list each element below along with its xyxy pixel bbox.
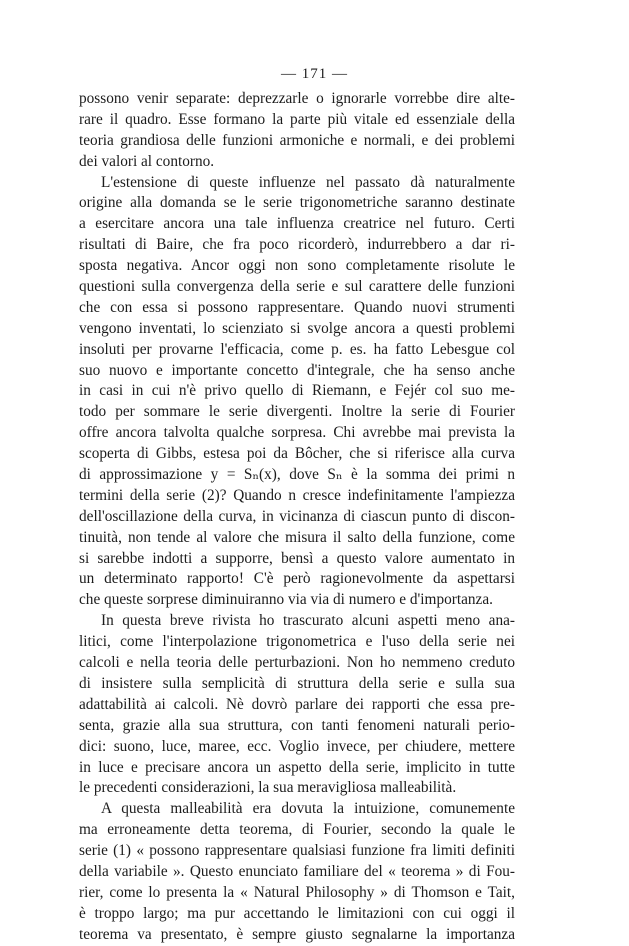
- text-line: termini della serie (2)? Quando n cresce indefinitamente l'ampiezza: [79, 486, 515, 504]
- text-line: suo nuovo e importante concetto d'integrale, che ha senso anche: [79, 361, 515, 379]
- text-line: dei valori al contorno.: [79, 152, 215, 170]
- text-line: che con essa si possono rappresentare. Quando nuovi strumenti: [79, 298, 515, 316]
- text-line: possono venir separate: deprezzarle o ignorarle vorrebbe dire alte-: [79, 90, 515, 107]
- text-line: che queste sorprese diminuiranno via via di numero e d'importanza.: [79, 591, 493, 609]
- text-line: origine alla domanda se le serie trigonometriche saranno destinate: [79, 194, 515, 212]
- text-line: tinuità, non tende al valore che misura il salto della funzione, come: [79, 528, 515, 546]
- text-line: litici, come l'interpolazione trigonometrica e l'uso della serie nei: [79, 633, 515, 651]
- text-line: teoria grandiosa delle funzioni armoniche e normali, e dei problemi: [79, 131, 515, 149]
- text-line: dici: suono, luce, maree, ecc. Voglio invece, per chiudere, mettere: [79, 737, 515, 755]
- text-line: rier, come lo presenta la « Natural Philosophy » di Thomson e Tait,: [79, 883, 515, 901]
- text-line: L'estensione di queste influenze nel passato dà naturalmente: [101, 173, 515, 191]
- page-number: — 171 —: [281, 66, 348, 82]
- text-line: serie (1) « possono rappresentare qualsiasi funzione fra limiti definiti: [79, 842, 515, 860]
- text-line: scoperta di Gibbs, estesa poi da Bôcher, che si riferisce alla curva: [79, 445, 515, 463]
- text-line: In questa breve rivista ho trascurato alcuni aspetti meno ana-: [101, 612, 515, 630]
- text-line: calcoli e nella teoria delle perturbazioni. Non ho nemmeno creduto: [79, 654, 515, 672]
- text-line: di insistere sulla semplicità di struttura della serie e sulla sua: [79, 674, 515, 692]
- text-line: a esercitare ancora una tale influenza creatrice nel futuro. Certi: [79, 215, 515, 233]
- text-line: rare il quadro. Esse formano la parte più vitale ed essenziale della: [79, 110, 515, 128]
- text-line: vengono inventati, lo scienziato si svolge ancora a questi problemi: [79, 319, 515, 337]
- text-line: è troppo largo; ma pur accettando le limitazioni con cui oggi il: [79, 904, 515, 922]
- text-line: le precedenti considerazioni, la sua meravigliosa malleabilità.: [79, 779, 457, 797]
- text-line: in luce e precisare ancora un aspetto della serie, implicito in tutte: [79, 758, 515, 776]
- text-line: todo per sommare le serie divergenti. Inoltre la serie di Fourier: [79, 403, 515, 421]
- text-line: dell'oscillazione della curva, in vicinanza di ciascun punto di discon-: [79, 507, 515, 525]
- body-text: [79, 89, 515, 946]
- text-line: della variabile ». Questo enunciato familiare del « teorema » di Fou-: [79, 862, 515, 880]
- text-line: A questa malleabilità era dovuta la intuizione, comunemente: [101, 800, 515, 818]
- text-line: offre ancora talvolta qualche sorpresa. Chi avrebbe mai prevista la: [79, 424, 515, 442]
- text-line: ma erroneamente detta teorema, di Fourier, secondo la quale le: [79, 821, 515, 839]
- text-line: di approssimazione y = Sₙ(x), dove Sₙ è la somma dei primi n: [79, 466, 515, 484]
- text-line: insoluti per provarne l'efficacia, come p. es. ha fatto Lebesgue col: [79, 340, 515, 358]
- text-line: sposta negativa. Ancor oggi non sono completamente risolute le: [79, 257, 515, 275]
- text-line: risultati di Baire, che fra poco ricorderò, indurrebbero a dar ri-: [79, 236, 515, 254]
- text-line: un determinato rapporto! C'è però ragionevolmente da aspettarsi: [79, 570, 515, 588]
- text-line: in casi in cui n'è privo quello di Riemann, e Fejér col suo me-: [79, 382, 515, 400]
- text-line: adattabilità ai calcoli. Nè dovrò parlare dei rapporti che essa pre-: [79, 695, 515, 713]
- text-line: teorema va presentato, è sempre giusto segnalarne la importanza: [79, 925, 515, 943]
- text-line: senta, grazie alla sua struttura, con tanti fenomeni naturali perio-: [79, 716, 515, 734]
- text-line: si sarebbe indotti a supporre, bensì a questo valore aumentato in: [79, 549, 515, 567]
- text-line: questioni sulla convergenza della serie e sul carattere delle funzioni: [79, 278, 515, 296]
